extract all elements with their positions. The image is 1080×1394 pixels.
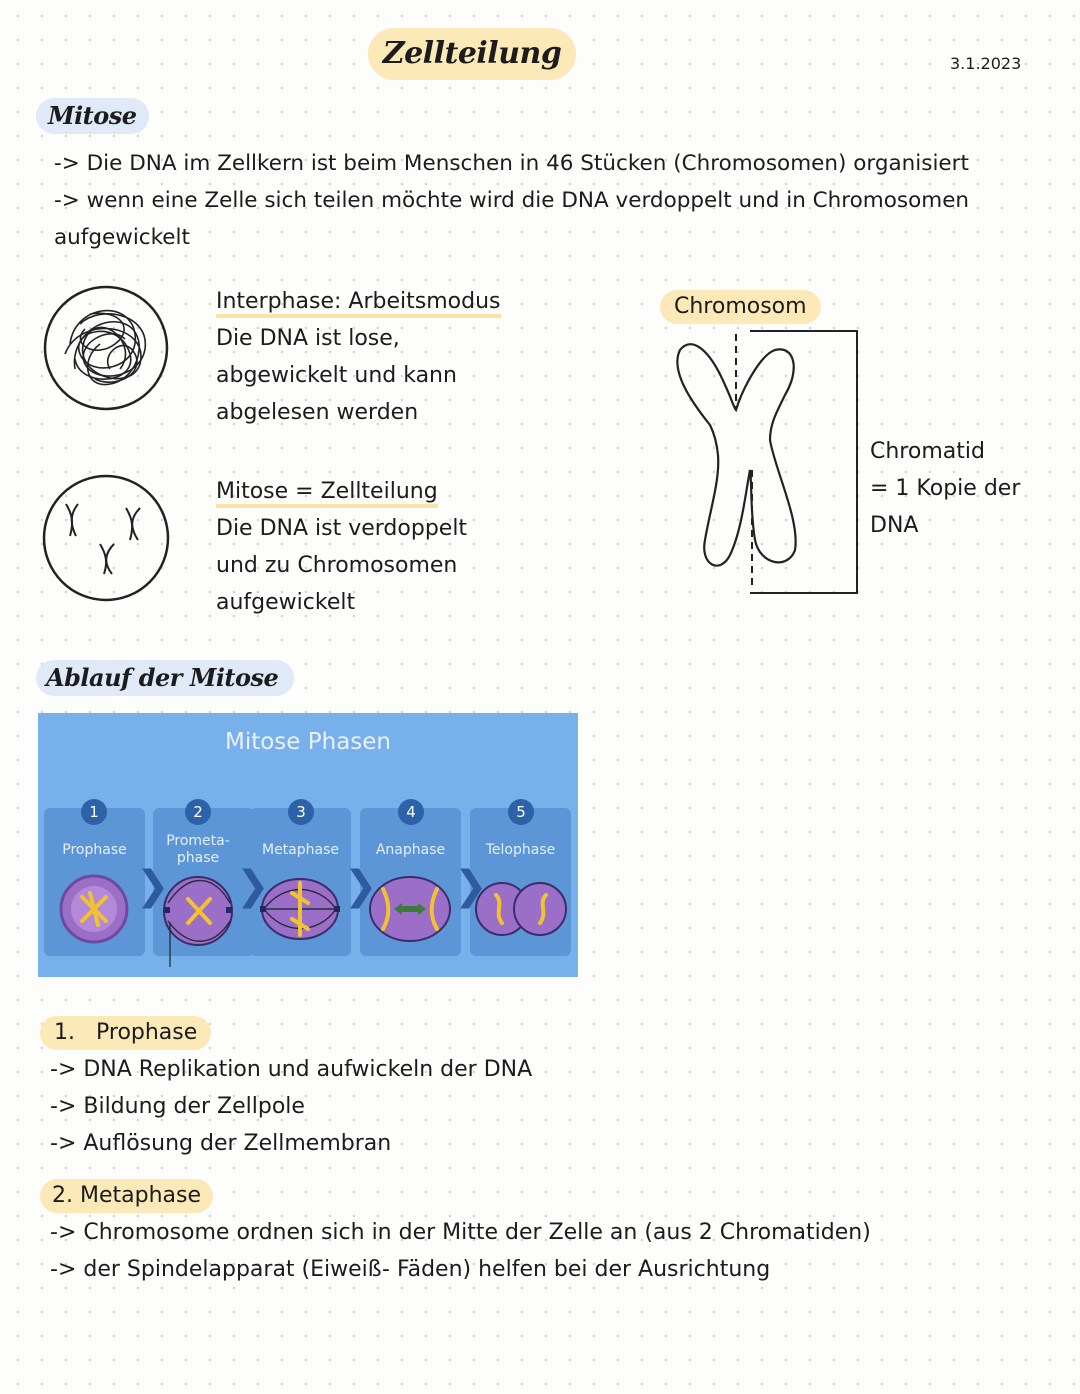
phase-number-5: 5	[508, 799, 534, 825]
phase-cells-illustration	[38, 863, 578, 977]
phase-number-3: 3	[288, 799, 314, 825]
heading-ablauf: Ablauf der Mitose	[36, 660, 294, 696]
metaphase-cell	[260, 879, 340, 939]
anaphase-cell	[370, 877, 450, 941]
mitose-line-3: aufgewickelt	[216, 590, 356, 615]
prophase-line-2: -> Bildung der Zellpole	[50, 1094, 305, 1119]
telophase-cell	[476, 883, 566, 935]
prophase-heading	[40, 1016, 211, 1050]
phase-label-3: Metaphase	[261, 842, 339, 858]
chromatid-line-1: Chromatid	[870, 439, 985, 464]
prophase-cell	[61, 876, 127, 942]
interphase-cell-drawing	[40, 284, 174, 414]
phases-graphic-title: Mitose Phasen	[224, 729, 392, 755]
phase-label-4: Anaphase	[375, 842, 446, 858]
chevron-right-icon: ❯	[454, 863, 488, 909]
interphase-title-text: Interphase: Arbeitsmodus	[216, 289, 501, 318]
date-label: 3.1.2023	[950, 54, 1022, 73]
chevron-right-icon: ❯	[136, 863, 170, 909]
phase-number-1: 1	[81, 799, 107, 825]
mitose-line-2: und zu Chromosomen	[216, 553, 458, 578]
mitose-title	[216, 473, 438, 510]
interphase-line-3: abgelesen werden	[216, 400, 419, 425]
prometaphase-cell	[164, 877, 232, 967]
prophase-line-3: -> Auflösung der Zellmembran	[50, 1131, 392, 1156]
metaphase-line-1: -> Chromosome ordnen sich in der Mitte der Zelle an (aus 2 Chromatiden)	[50, 1220, 871, 1245]
mitose-line-1: Die DNA ist verdoppelt	[216, 516, 468, 541]
phase-number-2: 2	[185, 799, 211, 825]
phase-label-2: Prometa- phase	[166, 833, 230, 866]
chromosome-drawing	[670, 330, 810, 590]
mitose-cell-drawing	[40, 472, 174, 604]
heading-mitose: Mitose	[36, 98, 149, 134]
interphase-title	[216, 283, 501, 320]
prophase-heading-number: 1.	[54, 1020, 75, 1045]
interphase-line-2: abgewickelt und kann	[216, 363, 457, 388]
chromatid-line-2: = 1 Kopie der	[870, 476, 1021, 501]
metaphase-heading: 2. Metaphase	[40, 1179, 213, 1213]
chromatid-line-3: DNA	[870, 513, 919, 538]
chevron-right-icon: ❯	[236, 863, 270, 909]
intro-line-1: -> Die DNA im Zellkern ist beim Menschen in 46 Stücken (Chromosomen) organisiert	[54, 151, 969, 176]
mitose-phasen-graphic	[38, 713, 578, 977]
intro-line-3: aufgewickelt	[54, 225, 190, 250]
phase-label-1: Prophase	[62, 842, 127, 858]
page-title: Zellteilung	[368, 28, 576, 80]
metaphase-line-2: -> der Spindelapparat (Eiweiß- Fäden) helfen bei der Ausrichtung	[50, 1257, 771, 1282]
prophase-heading-text: Prophase	[96, 1020, 198, 1045]
chromosom-label: Chromosom	[660, 290, 821, 324]
prophase-line-1: -> DNA Replikation und aufwickeln der DNA	[50, 1057, 533, 1082]
phase-label-5: Telophase	[485, 842, 556, 858]
intro-line-2: -> wenn eine Zelle sich teilen möchte wird die DNA verdoppelt und in Chromosomen	[54, 188, 970, 213]
mitose-title-text: Mitose = Zellteilung	[216, 479, 438, 508]
interphase-line-1: Die DNA ist lose,	[216, 326, 400, 351]
phase-number-4: 4	[398, 799, 424, 825]
chevron-right-icon: ❯	[344, 863, 378, 909]
